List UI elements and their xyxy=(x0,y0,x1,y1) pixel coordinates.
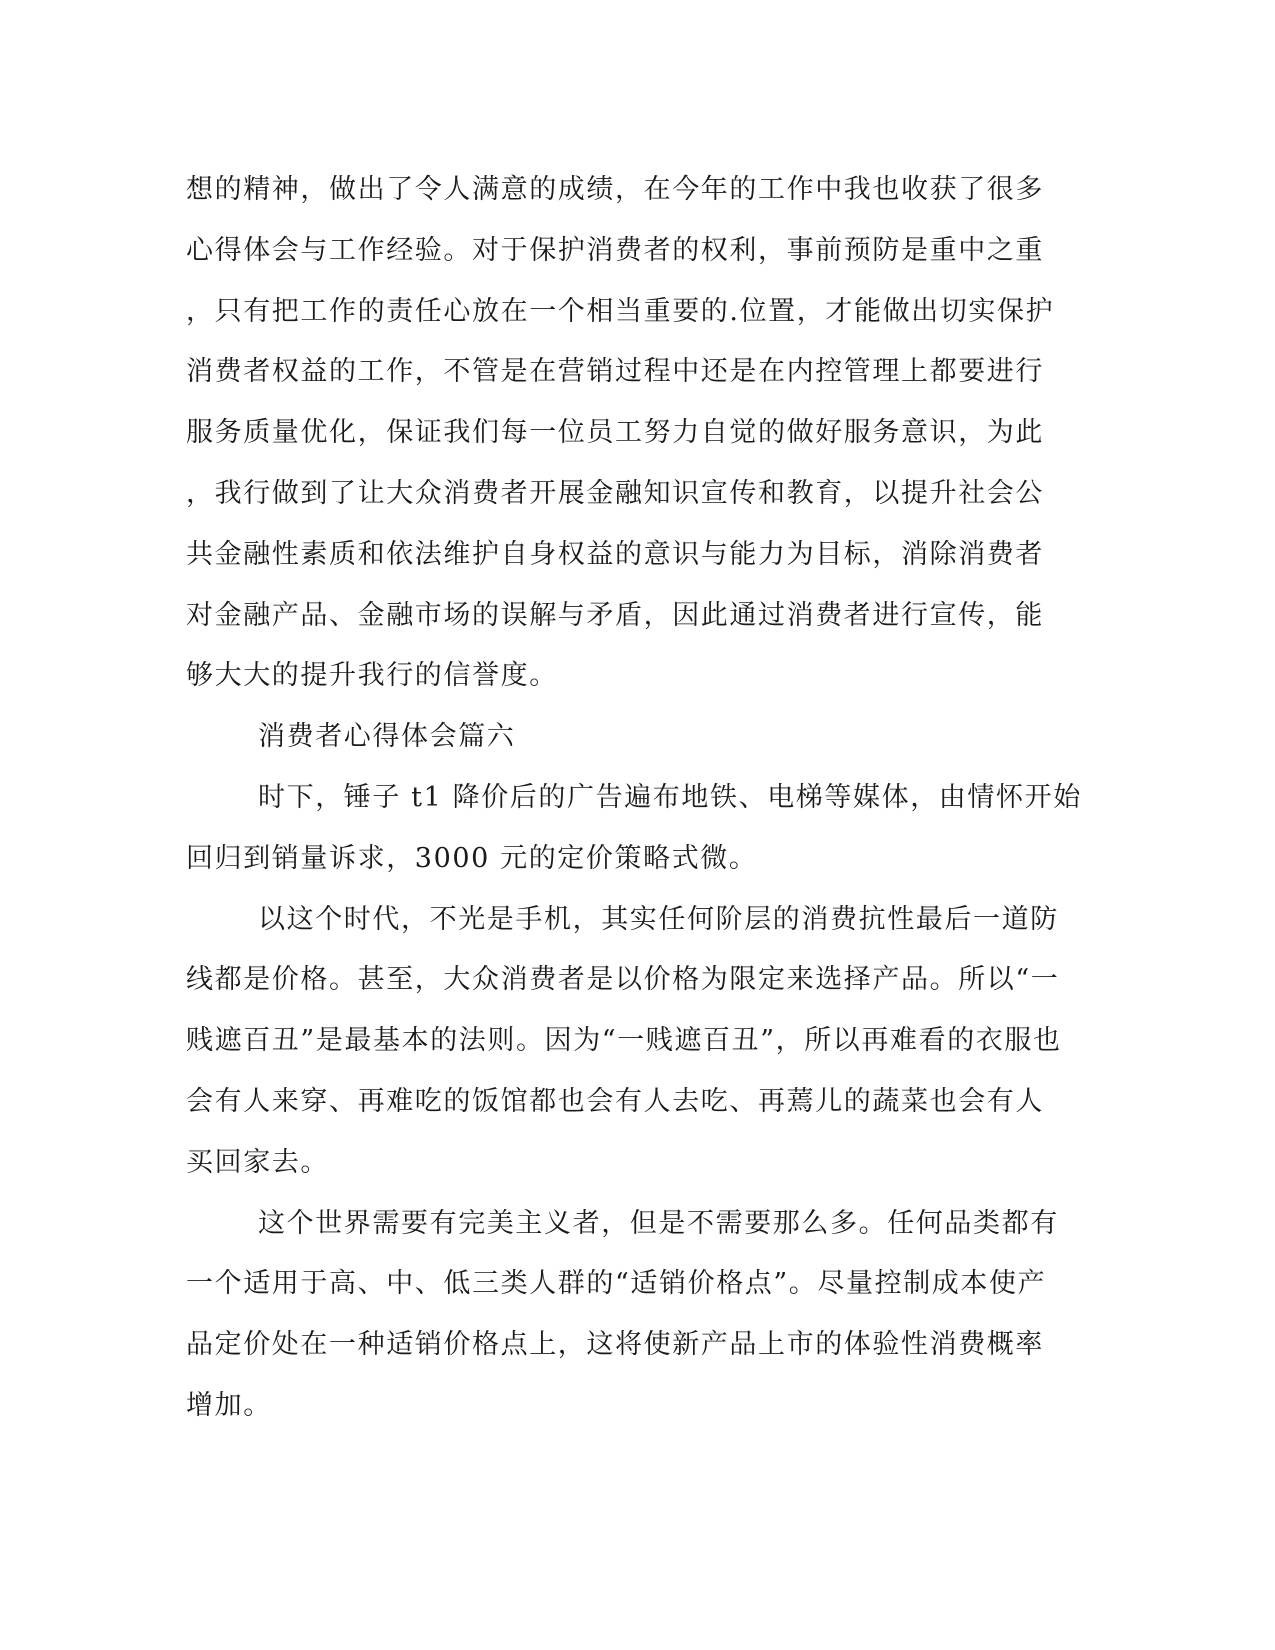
document-body xyxy=(186,160,1082,1437)
paragraph-line: ，只有把工作的责任心放在一个相当重要的.位置，才能做出切实保护 xyxy=(186,295,1055,327)
paragraph-line: 时下，锤子 t1 降价后的广告遍布地铁、电梯等媒体，由情怀开始 xyxy=(258,781,1082,813)
paragraph-line: 以这个时代，不光是手机，其实任何阶层的消费抗性最后一道防 xyxy=(258,903,1059,935)
paragraph-line: 品定价处在一种适销价格点上，这将使新产品上市的体验性消费概率 xyxy=(186,1329,1044,1361)
paragraph-line: 会有人来穿、再难吃的饭馆都也会有人去吃、再蔫儿的蔬菜也会有人 xyxy=(186,1085,1044,1117)
paragraph-line: 贱遮百丑”是最基本的法则。因为“一贱遮百丑”，所以再难看的衣服也 xyxy=(186,1025,1062,1057)
paragraph-line: 线都是价格。甚至，大众消费者是以价格为限定来选择产品。所以“一 xyxy=(186,964,1060,996)
paragraph-line: 够大大的提升我行的信誉度。 xyxy=(186,660,558,692)
paragraph-line: 增加。 xyxy=(186,1389,272,1421)
paragraph-line: 回归到销量诉求，3000 元的定价策略式微。 xyxy=(186,842,758,874)
paragraph-2 xyxy=(186,768,1082,890)
paragraph-1 xyxy=(186,160,1056,707)
paragraph-4 xyxy=(186,1194,1059,1437)
section-heading: 消费者心得体会篇六 xyxy=(258,721,516,753)
paragraph-line: 想的精神，做出了令人满意的成绩，在今年的工作中我也收获了很多 xyxy=(186,174,1044,205)
paragraph-3 xyxy=(186,890,1062,1194)
paragraph-line: 消费者权益的工作，不管是在营销过程中还是在内控管理上都要进行 xyxy=(186,356,1044,388)
paragraph-line: 买回家去。 xyxy=(186,1146,329,1178)
paragraph-line: 心得体会与工作经验。对于保护消费者的权利，事前预防是重中之重 xyxy=(186,234,1044,266)
paragraph-line: 对金融产品、金融市场的误解与矛盾，因此通过消费者进行宣传，能 xyxy=(186,599,1044,631)
paragraph-line: 这个世界需要有完美主义者，但是不需要那么多。任何品类都有 xyxy=(258,1207,1059,1239)
paragraph-line: ，我行做到了让大众消费者开展金融知识宣传和教育，以提升社会公 xyxy=(186,477,1044,509)
paragraph-line: 服务质量优化，保证我们每一位员工努力自觉的做好服务意识，为此 xyxy=(186,417,1044,449)
paragraph-line: 共金融性素质和依法维护自身权益的意识与能力为目标，消除消费者 xyxy=(186,538,1044,570)
paragraph-line: 一个适用于高、中、低三类人群的“适销价格点”。尽量控制成本使产 xyxy=(186,1268,1047,1300)
